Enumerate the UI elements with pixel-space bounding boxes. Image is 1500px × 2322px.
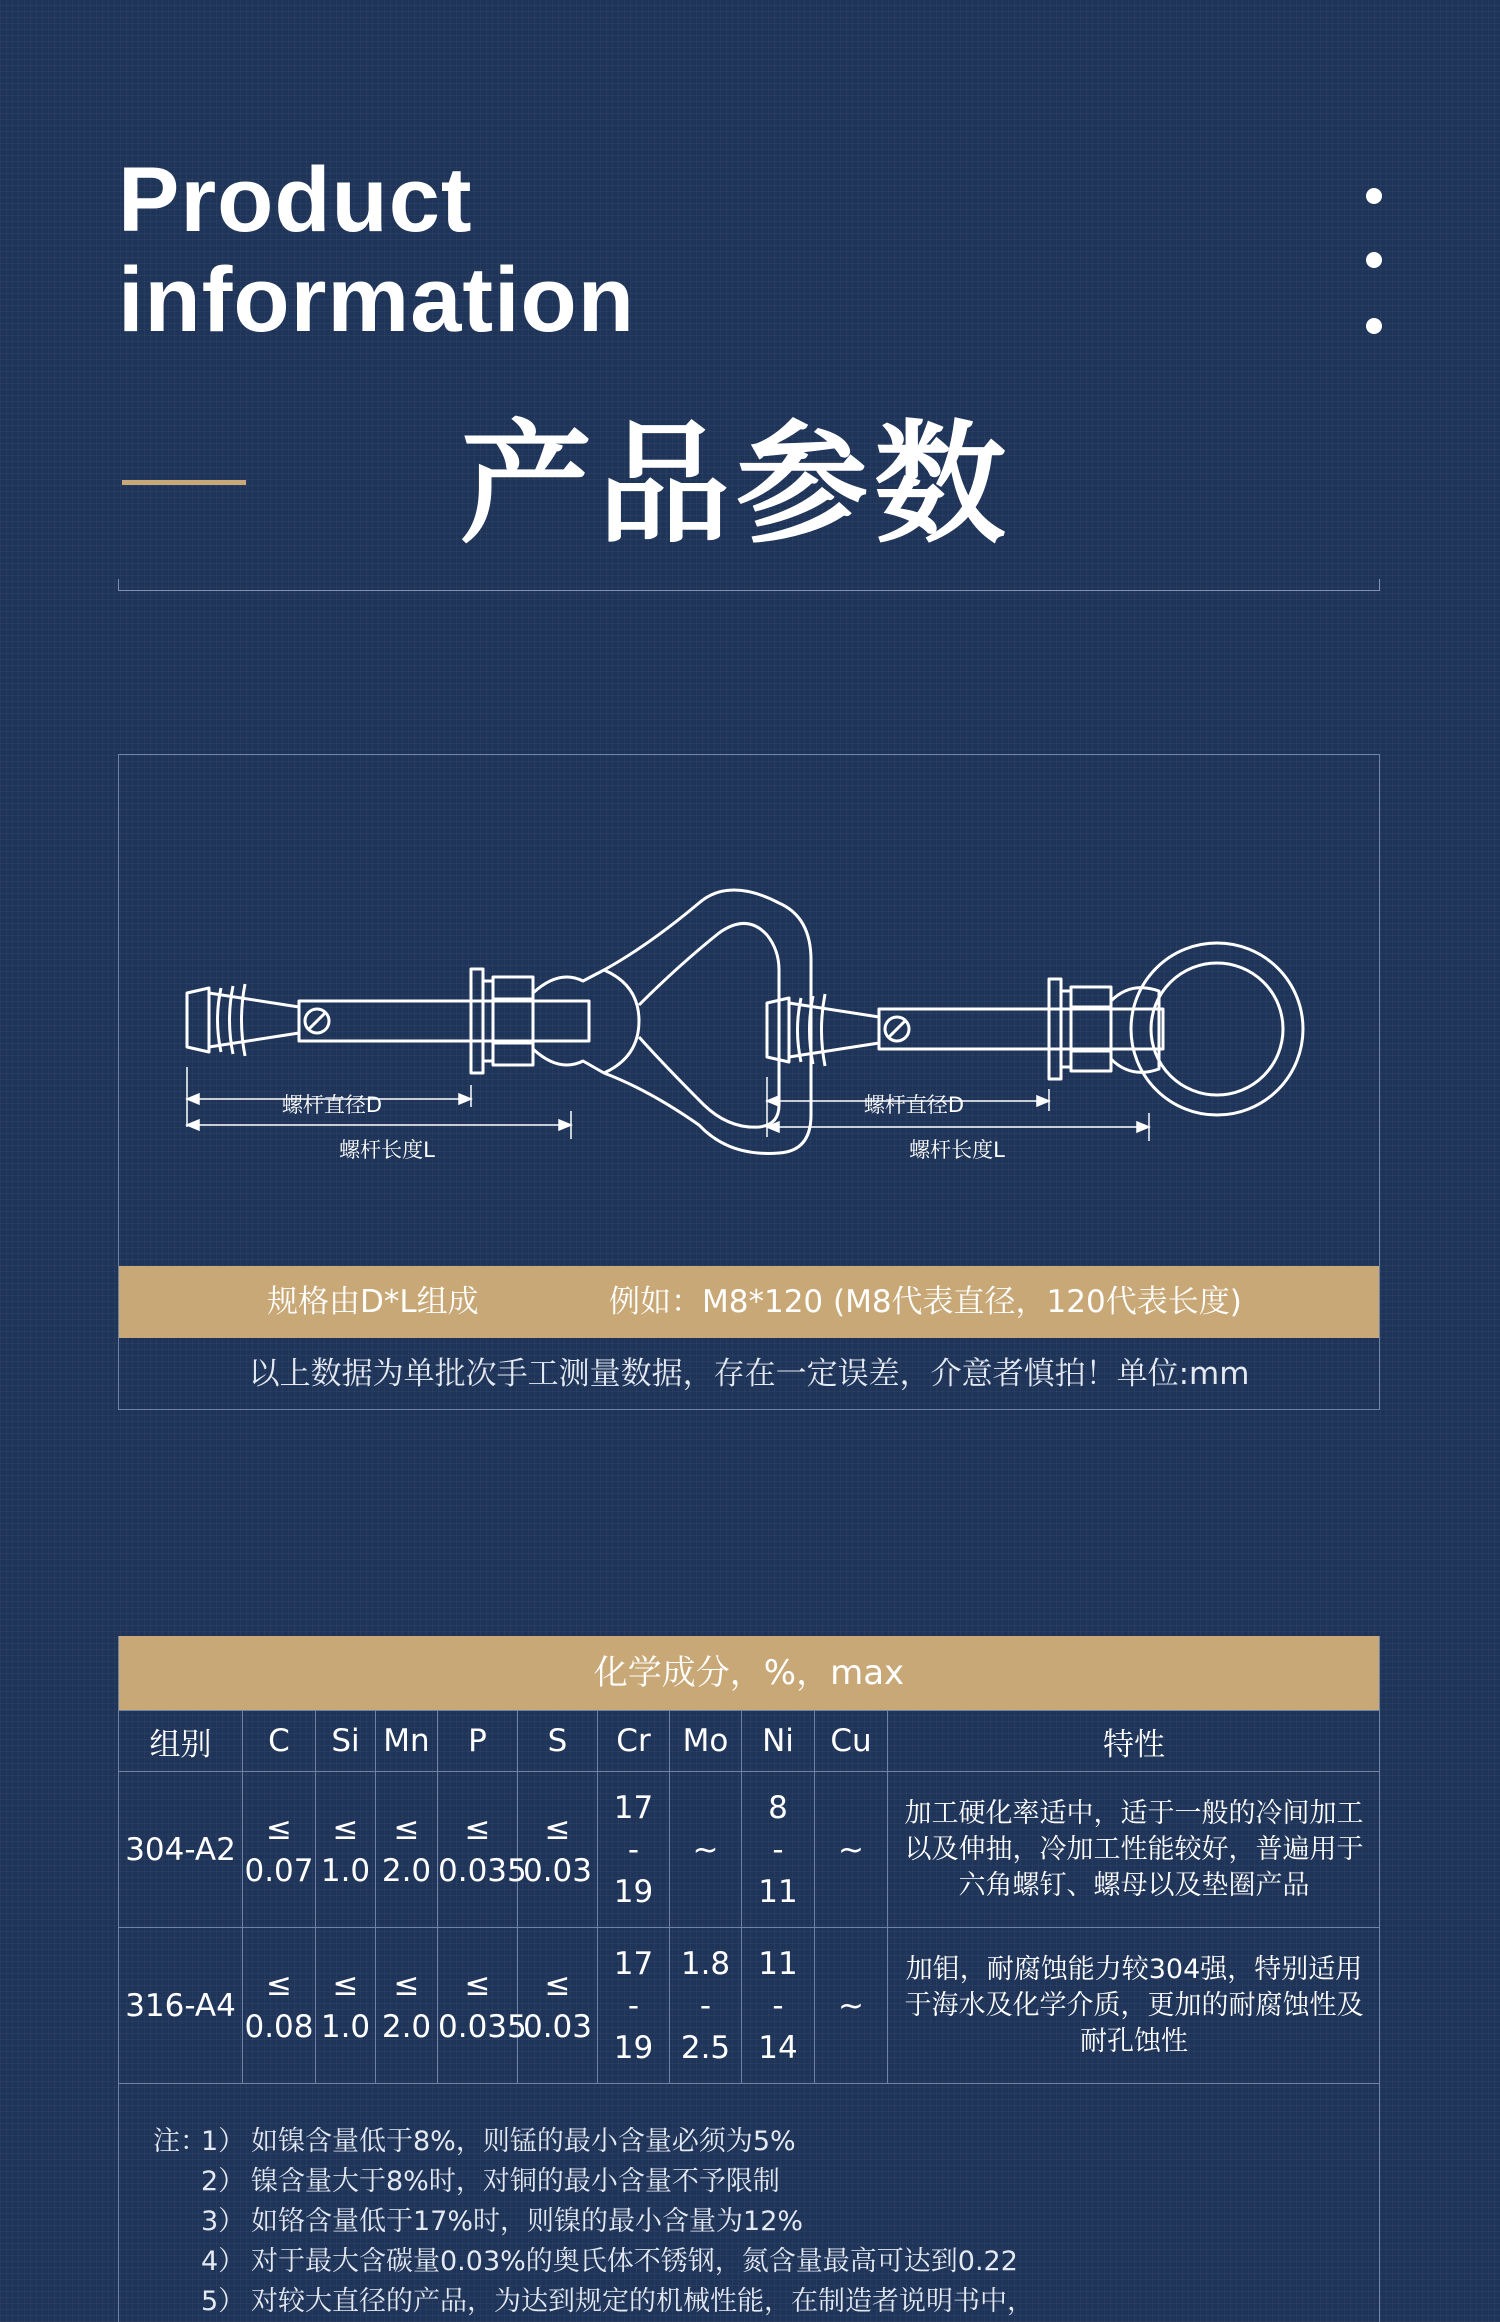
value-line: - [772,1987,784,2024]
cu-cell: ~ [815,1772,888,1928]
value-line: 11 [758,1873,798,1910]
value-line: ≤ [393,1810,420,1847]
left-diameter-label: 螺杆直径D [281,1093,383,1117]
ni-cell [742,1928,815,2084]
col-header: Cr [598,1711,670,1772]
ni-cell [742,1772,815,1928]
note-text: 如铬含量低于17%时，则镍的最小含量为12% [251,2206,804,2237]
grade-cell: 316-A4 [119,1928,243,2084]
triangle-eye-bolt-drawing [187,890,811,1153]
value-line: ≤ [266,1966,292,2003]
value-line: 0.035 [438,1852,527,1889]
value-line: 14 [758,2029,798,2066]
value-line: 2.5 [680,2029,731,2066]
note-text: 对于最大含碳量0.03%的奥氏体不锈钢，氮含量最高可达到0.22 [251,2246,1018,2277]
value-line: 11 [758,1945,798,1982]
table-row [119,1928,1381,2084]
composition-notes [153,2122,1034,2322]
note-item [153,2162,1034,2202]
spec-panel [118,754,1380,1410]
value-line: 8 [768,1789,788,1826]
col-header: Mo [670,1711,742,1772]
col-header: 特性 [888,1711,1381,1772]
col-header: Ni [742,1711,815,1772]
value-line: 1.0 [320,2008,371,2045]
value-line: 0.035 [438,2008,527,2045]
measurement-disclaimer: 以上数据为单批次手工测量数据，存在一定误差，介意者慎拍！单位:mm [248,1356,1250,1392]
value-line: 0.03 [522,2008,593,2045]
value-line: 0.08 [244,2008,314,2045]
heading-english [118,150,635,350]
value-line: - [772,1831,784,1868]
chemical-composition-panel [118,1636,1380,2322]
heading-english-line2: information [118,249,635,351]
col-header: C [243,1711,316,1772]
note-number: 4） [201,2246,246,2277]
spec-format-text [267,1266,479,1338]
note-text: 镍含量大于8%时，对铜的最小含量不予限制 [251,2166,780,2197]
right-length-label: 螺杆长度L [909,1138,1005,1162]
cu-cell: ~ [815,1928,888,2084]
value-line: 19 [613,2029,654,2066]
note-number: 2） [201,2166,246,2197]
c-cell [243,1772,316,1928]
header-divider [118,590,1380,591]
mo-cell: ~ [670,1772,742,1928]
cr-cell [598,1772,670,1928]
value-line: - [699,1987,712,2024]
col-header: Mn [376,1711,438,1772]
p-cell [438,1928,527,2084]
decor-dot [1366,252,1382,268]
note-text: 如镍含量低于8%，则锰的最小含量必须为5% [251,2126,796,2157]
spec-suffix: 组成 [416,1284,479,1320]
value-line: 17 [613,1945,654,1982]
anchor-bolt-drawing [119,755,1379,1265]
col-header: Si [316,1711,376,1772]
value-line: 2.0 [381,1852,432,1889]
col-header: P [438,1711,518,1772]
note-number: 5） [201,2286,246,2317]
left-length-label: 螺杆长度L [339,1138,435,1162]
grade-cell: 304-A2 [119,1772,243,1928]
value-line: - [627,1831,640,1868]
spec-highlight: D*L [360,1284,417,1320]
s-cell [518,1772,598,1928]
value-line: ≤ [464,1966,491,2003]
cr-cell [598,1928,670,2084]
mo-cell [670,1928,742,2084]
spec-example: 例如：M8*120 (M8代表直径，120代表长度) [609,1284,1242,1320]
heading-chinese: 产品参数 [460,408,1012,562]
value-line: ≤ [332,1966,359,2003]
mn-cell [376,1772,438,1928]
value-line: - [627,1987,640,2024]
table-row [119,1772,1381,1928]
col-header: 组别 [119,1711,243,1772]
value-line: 1.0 [320,1852,371,1889]
p-cell [438,1772,527,1928]
value-line: 2.0 [381,2008,432,2045]
value-line: 1.8 [680,1945,731,1982]
property-cell: 加工硬化率适中，适于一般的冷间加工以及伸抽，冷加工性能较好，普遍用于六角螺钉、螺母以及垫圈产品 [888,1772,1381,1928]
round-eye-bolt-drawing [767,943,1303,1115]
spec-format-bar [119,1266,1379,1338]
value-line: ≤ [544,1966,571,2003]
si-cell [316,1928,376,2084]
value-line: 17 [613,1789,654,1826]
value-line: ≤ [266,1810,292,1847]
property-cell: 加钼，耐腐蚀能力较304强，特别适用于海水及化学介质，更加的耐腐蚀性及耐孔蚀性 [888,1928,1381,2084]
note-text: 对较大直径的产品，为达到规定的机械性能，在制造者说明书中， [251,2286,1034,2317]
mn-cell [376,1928,438,2084]
value-line: ≤ [464,1810,491,1847]
value-line: ≤ [332,1810,359,1847]
note-item [153,2202,1034,2242]
right-diameter-label: 螺杆直径D [863,1093,965,1117]
value-line: 0.07 [244,1852,314,1889]
note-item [153,2122,1034,2162]
gold-dash-decor [122,480,246,485]
note-number: 3） [201,2206,246,2237]
note-item [153,2282,1034,2322]
chem-header-row [119,1711,1381,1772]
col-header: Cu [815,1711,888,1772]
decor-dot [1366,318,1382,334]
value-line: 0.03 [522,1852,593,1889]
value-line: ≤ [544,1810,571,1847]
notes-prefix: 注： [153,2126,207,2157]
s-cell [518,1928,598,2084]
chem-composition-table [118,1710,1380,2084]
note-item [153,2242,1034,2282]
heading-english-line1: Product [118,149,473,251]
note-number: 1） [201,2126,246,2157]
chem-table-title: 化学成分，%，max [118,1636,1380,1710]
decor-dot [1366,188,1382,204]
value-line: ≤ [393,1966,420,2003]
c-cell [243,1928,316,2084]
spec-prefix: 规格由 [267,1284,360,1320]
col-header: S [518,1711,598,1772]
si-cell [316,1772,376,1928]
value-line: 19 [613,1873,654,1910]
